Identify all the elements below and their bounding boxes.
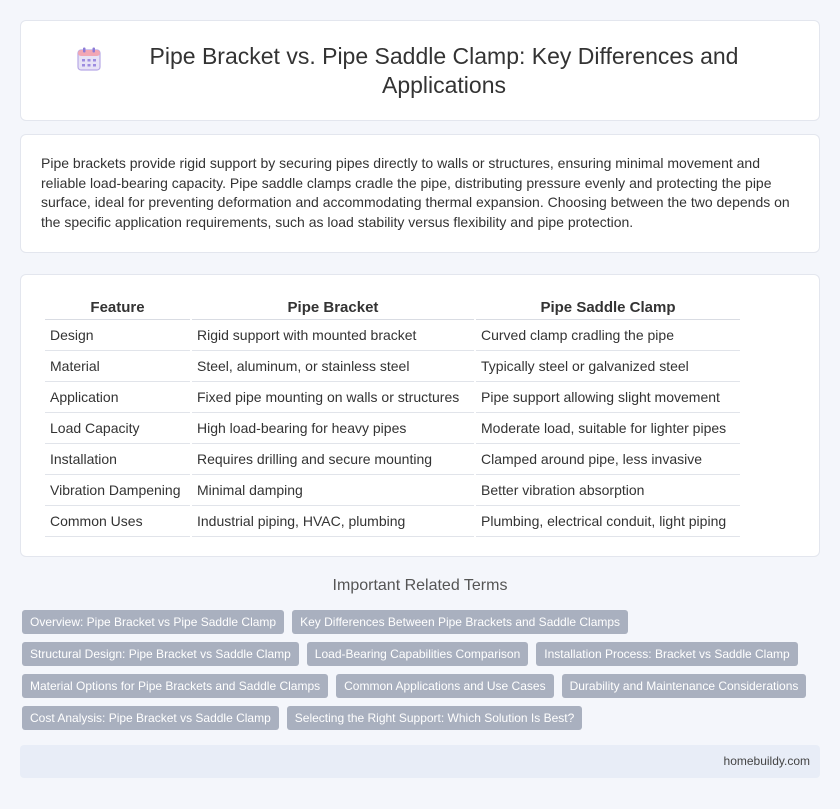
table-cell: High load-bearing for heavy pipes xyxy=(192,413,474,444)
header-feature: Feature xyxy=(45,295,190,320)
table-cell: Minimal damping xyxy=(192,475,474,506)
related-term-tag[interactable]: Selecting the Right Support: Which Solution Is Best? xyxy=(287,706,583,730)
related-term-tag[interactable]: Overview: Pipe Bracket vs Pipe Saddle Clamp xyxy=(22,610,284,634)
related-term-tag[interactable]: Key Differences Between Pipe Brackets and Saddle Clamps xyxy=(292,610,628,634)
page-title: Pipe Bracket vs. Pipe Saddle Clamp: Key Differences and Applications xyxy=(149,42,739,98)
header-pipe-bracket: Pipe Bracket xyxy=(192,295,474,320)
table-cell: Vibration Dampening xyxy=(45,475,190,506)
table-row xyxy=(45,506,740,537)
tag-row xyxy=(22,706,822,730)
table-cell: Installation xyxy=(45,444,190,475)
table-cell: Design xyxy=(45,320,190,351)
table-header-row xyxy=(45,295,740,320)
table-row xyxy=(45,382,740,413)
table-cell: Pipe support allowing slight movement xyxy=(476,382,740,413)
footer xyxy=(20,745,820,778)
table-cell: Industrial piping, HVAC, plumbing xyxy=(192,506,474,537)
comparison-table xyxy=(43,295,742,537)
table-cell: Steel, aluminum, or stainless steel xyxy=(192,351,474,382)
related-term-tag[interactable]: Material Options for Pipe Brackets and Saddle Clamps xyxy=(22,674,328,698)
table-cell: Curved clamp cradling the pipe xyxy=(476,320,740,351)
title-card xyxy=(20,20,820,121)
table-cell: Clamped around pipe, less invasive xyxy=(476,444,740,475)
tag-row xyxy=(22,610,822,634)
table-cell: Fixed pipe mounting on walls or structures xyxy=(192,382,474,413)
comparison-card xyxy=(20,274,820,557)
table-row xyxy=(45,320,740,351)
tag-row xyxy=(22,674,822,698)
intro-text: Pipe brackets provide rigid support by securing pipes directly to walls or structures, ensuring minimal movement and reliable load-bearing capacity. Pipe saddle clamps cradle the pipe, distributing pressure evenly and protecting the pipe surface, ideal for preventing deformation and accommodating thermal expansion. Choosing between the two depends on the specific application requirements, such as load stability versus flexibility and pipe protection. xyxy=(41,155,790,230)
title-wrap xyxy=(70,42,770,100)
related-term-tag[interactable]: Durability and Maintenance Considerations xyxy=(562,674,807,698)
table-cell: Requires drilling and secure mounting xyxy=(192,444,474,475)
related-term-tag[interactable]: Load-Bearing Capabilities Comparison xyxy=(307,642,528,666)
related-term-tag[interactable]: Installation Process: Bracket vs Saddle Clamp xyxy=(536,642,797,666)
related-term-tag[interactable]: Cost Analysis: Pipe Bracket vs Saddle Clamp xyxy=(22,706,279,730)
table-cell: Plumbing, electrical conduit, light piping xyxy=(476,506,740,537)
header-pipe-saddle-clamp: Pipe Saddle Clamp xyxy=(476,295,740,320)
table-cell: Rigid support with mounted bracket xyxy=(192,320,474,351)
footer-site-link[interactable]: homebuildy.com xyxy=(723,754,810,768)
table-cell: Material xyxy=(45,351,190,382)
intro-card xyxy=(20,134,820,253)
table-cell: Better vibration absorption xyxy=(476,475,740,506)
calendar-icon xyxy=(76,46,102,72)
tag-row xyxy=(22,642,822,666)
related-terms-title: Important Related Terms xyxy=(332,577,508,594)
table-row xyxy=(45,475,740,506)
table-cell: Typically steel or galvanized steel xyxy=(476,351,740,382)
related-terms-list xyxy=(22,610,822,738)
related-term-tag[interactable]: Structural Design: Pipe Bracket vs Saddle Clamp xyxy=(22,642,299,666)
table-cell: Common Uses xyxy=(45,506,190,537)
table-cell: Application xyxy=(45,382,190,413)
table-cell: Moderate load, suitable for lighter pipes xyxy=(476,413,740,444)
related-term-tag[interactable]: Common Applications and Use Cases xyxy=(336,674,553,698)
table-cell: Load Capacity xyxy=(45,413,190,444)
table-row xyxy=(45,444,740,475)
table-row xyxy=(45,413,740,444)
table-row xyxy=(45,351,740,382)
